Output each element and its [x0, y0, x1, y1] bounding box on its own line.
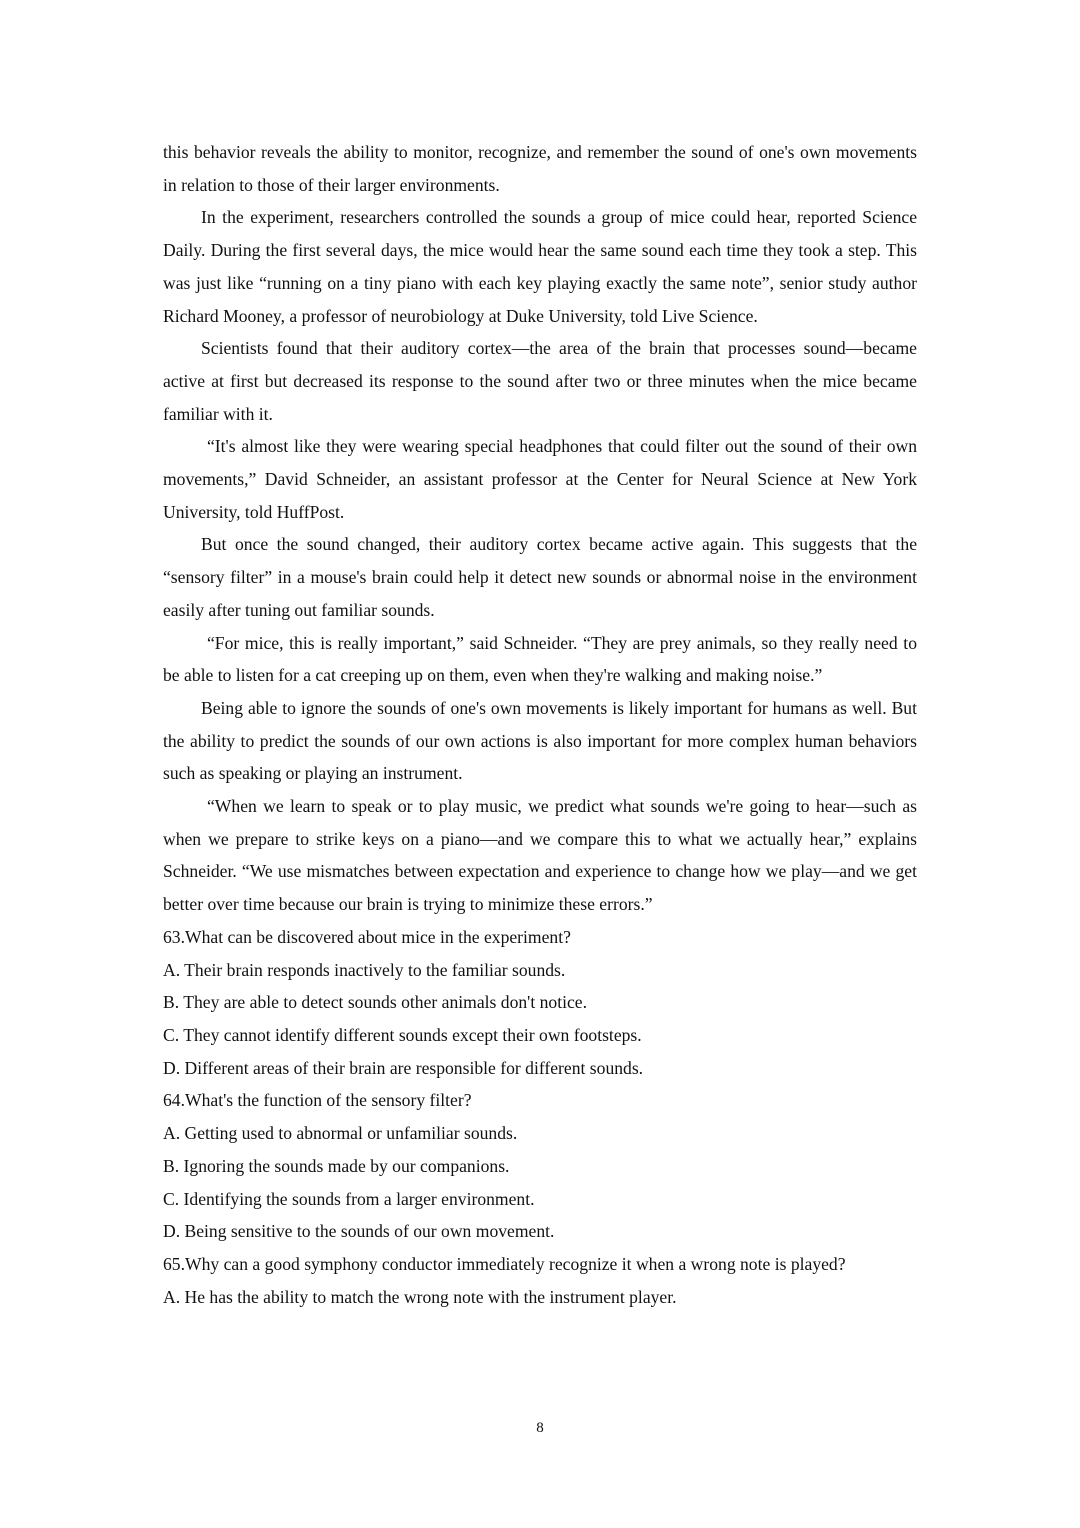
page-number: 8 [536, 1420, 544, 1436]
passage-paragraph: Being able to ignore the sounds of one's own movements is likely important for humans as well. But the ability to predict the sounds of our own actions is also important for more complex human behaviors such as speaking or playing an instrument. [163, 697, 917, 784]
passage-paragraph-continued: this behavior reveals the ability to monitor, recognize, and remember the sound of one's own movements in relation to those of their larger environments. [163, 142, 917, 195]
passage-paragraph: Scientists found that their auditory cortex—the area of the brain that processes sound—became active at first but decreased its response to the sound after two or three minutes when the mice became familiar with it. [163, 338, 917, 424]
page-content [163, 136, 917, 1313]
question-63-option-b: B. They are able to detect sounds other animals don't notice. [163, 992, 588, 1013]
question-63-option-c: C. They cannot identify different sounds except their own footsteps. [163, 1024, 642, 1045]
passage-paragraph: But once the sound changed, their auditory cortex became active again. This suggests that the “sensory filter” in a mouse's brain could help it detect new sounds or abnormal noise in the environment easily after tuning out familiar sounds. [163, 534, 917, 620]
passage-paragraph: “For mice, this is really important,” said Schneider. “They are prey animals, so they really need to be able to listen for a cat creeping up on them, even when they're walking and making noise.” [163, 632, 917, 686]
passage-paragraph: “When we learn to speak or to play music, we predict what sounds we're going to hear—such as when we prepare to strike keys on a piano—and we compare this to what we actually hear,” explains Schneider. “We use mismatches between expectation and experience to change how we play—and we get better over time because our brain is trying to minimize these errors.” [163, 796, 917, 915]
question-65-option-a: A. He has the ability to match the wrong note with the instrument player. [163, 1286, 677, 1307]
question-64-option-d: D. Being sensitive to the sounds of our own movement. [163, 1221, 555, 1242]
question-65-stem: 65.Why can a good symphony conductor immediately recognize it when a wrong note is played? [163, 1253, 846, 1274]
question-63-option-a: A. Their brain responds inactively to the familiar sounds. [163, 959, 566, 980]
question-64-option-a: A. Getting used to abnormal or unfamiliar sounds. [163, 1123, 518, 1144]
passage-paragraph: In the experiment, researchers controlled the sounds a group of mice could hear, reported Science Daily. During the first several days, the mice would hear the same sound each time they took a step. This was just like “running on a tiny piano with each key playing exactly the same note”, senior study author Richard Mooney, a professor of neurobiology at Duke University, told Live Science. [163, 207, 917, 326]
question-64-stem: 64.What's the function of the sensory filter? [163, 1090, 472, 1111]
question-63-option-d: D. Different areas of their brain are responsible for different sounds. [163, 1057, 644, 1078]
question-63-stem: 63.What can be discovered about mice in the experiment? [163, 926, 571, 947]
passage-paragraph: “It's almost like they were wearing special headphones that could filter out the sound of their own movements,” David Schneider, an assistant professor at the Center for Neural Science at New York University, told HuffPost. [163, 436, 917, 522]
question-64-option-c: C. Identifying the sounds from a larger environment. [163, 1188, 535, 1209]
question-64-option-b: B. Ignoring the sounds made by our companions. [163, 1155, 510, 1176]
